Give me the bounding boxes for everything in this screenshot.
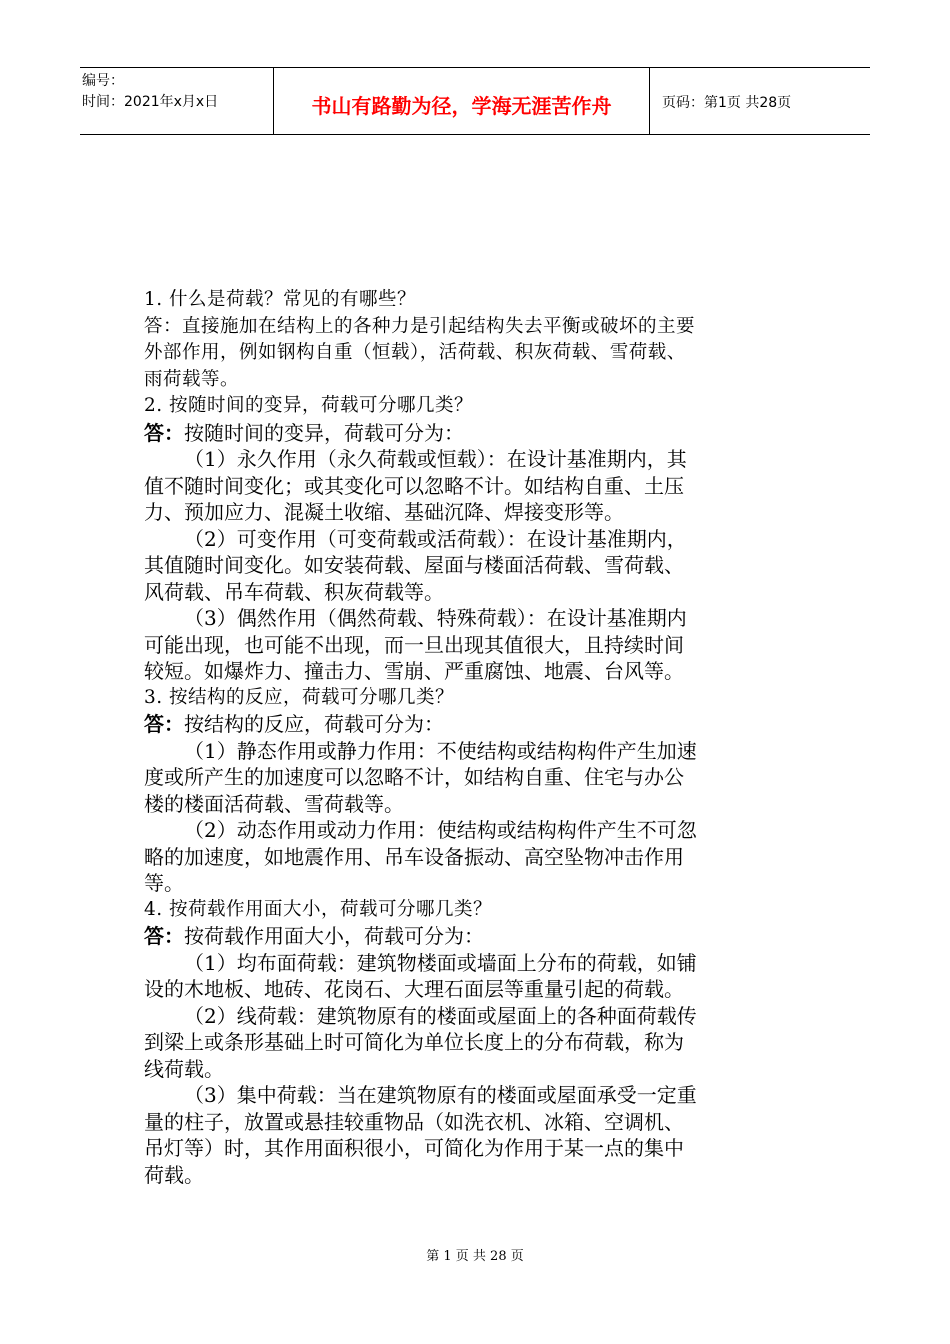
answer-3-intro	[144, 711, 812, 738]
answer-2-item-2-line-1: （2）可变作用（可变荷载或活荷载）：在设计基准期内，	[184, 526, 687, 551]
question-1: 1. 什么是荷载？常见的有哪些？	[144, 289, 417, 310]
answer-2-item-3-line-1: （3）偶然作用（偶然荷载、特殊荷载）：在设计基准期内	[184, 606, 687, 630]
answer-1-line-3: 雨荷载等。	[144, 368, 240, 390]
answer-label: 答：	[144, 924, 184, 948]
answer-2-intro	[144, 420, 812, 447]
answer-1-line-2: 外部作用，例如钢构自重（恒载），活荷载、积灰荷载、雪荷载、	[144, 342, 686, 363]
answer-4-item-1-line-1: （1）均布面荷载：建筑物楼面或墙面上分布的荷载，如铺	[184, 950, 697, 975]
answer-4-item-1-line-2: 设的木地板、地砖、花岗石、大理石面层等重量引起的荷载。	[144, 977, 684, 1001]
answer-2-intro-text: 按随时间的变异，荷载可分为：	[184, 420, 464, 445]
answer-4-item-2-line-1: （2）线荷载：建筑物原有的楼面或屋面上的各种面荷载传	[184, 1003, 697, 1028]
answer-2-item-2-line-3: 风荷载、吊车荷载、积灰荷载等。	[144, 579, 444, 604]
answer-label: 答：	[144, 712, 184, 736]
header-page-info: 页码：第1页 共28页	[662, 95, 792, 111]
document-time: 时间：2021年x月x日	[82, 94, 219, 110]
answer-4-intro	[144, 923, 812, 950]
answer-4-item-3-line-1: （3）集中荷载：当在建筑物原有的楼面或屋面承受一定重	[184, 1083, 697, 1107]
question-2: 2. 按随时间的变异，荷载可分哪几类？	[144, 395, 474, 416]
answer-4-item-3-line-3: 吊灯等）时，其作用面积很小，可简化为作用于某一点的集中	[144, 1136, 684, 1160]
answer-2-item-1-line-1: （1）永久作用（永久荷载或恒载）：在设计基准期内，其	[184, 447, 687, 471]
answer-label: 答：	[144, 420, 184, 445]
question-4: 4. 按荷载作用面大小，荷载可分哪几类？	[144, 898, 493, 920]
answer-4-item-2-line-2: 到梁上或条形基础上时可简化为单位长度上的分布荷载，称为	[144, 1030, 684, 1054]
answer-2-item-1-line-3: 力、预加应力、混凝土收缩、基础沉降、焊接变形等。	[144, 500, 624, 524]
document-code: 编号：	[82, 73, 124, 89]
answer-3-item-2-line-3: 等。	[144, 871, 184, 895]
answer-2-item-3-line-3: 较短。如爆炸力、撞击力、雪崩、严重腐蚀、地震、台风等。	[144, 659, 684, 683]
answer-2-item-1-line-2: 值不随时间变化；或其变化可以忽略不计。如结构自重、土压	[144, 473, 684, 498]
answer-3-item-1-line-3: 楼的楼面活荷载、雪荷载等。	[144, 791, 404, 816]
answer-3-item-1-line-2: 度或所产生的加速度可以忽略不计，如结构自重、住宅与办公	[144, 765, 684, 789]
answer-4-item-3-line-4: 荷载。	[144, 1162, 204, 1187]
answer-2-item-3-line-2: 可能出现，也可能不出现，而一旦出现其值很大，且持续时间	[144, 632, 684, 657]
page-footer: 第 1 页 共 28 页	[426, 1249, 524, 1264]
question-3: 3. 按结构的反应，荷载可分哪几类？	[144, 686, 455, 708]
answer-4-item-2-line-3: 线荷载。	[144, 1056, 224, 1081]
answer-3-item-1-line-1: （1）静态作用或静力作用：不使结构或结构构件产生加速	[184, 738, 697, 763]
header-motto: 书山有路勤为径，学海无涯苦作舟	[274, 68, 650, 134]
document-body	[144, 287, 812, 1188]
header-meta	[80, 68, 274, 134]
answer-3-item-2-line-1: （2）动态作用或动力作用：使结构或结构构件产生不可忽	[184, 818, 697, 842]
page-header	[80, 67, 870, 135]
answer-3-intro-text: 按结构的反应，荷载可分为：	[184, 712, 444, 736]
answer-1-line-1: 答：直接施加在结构上的各种力是引起结构失去平衡或破坏的主要	[144, 315, 696, 337]
answer-4-item-3-line-2: 量的柱子，放置或悬挂较重物品（如洗衣机、冰箱、空调机、	[144, 1109, 684, 1134]
answer-4-intro-text: 按荷载作用面大小，荷载可分为：	[184, 924, 484, 948]
answer-3-item-2-line-2: 略的加速度，如地震作用、吊车设备振动、高空坠物冲击作用	[144, 844, 684, 869]
answer-2-item-2-line-2: 其值随时间变化。如安装荷载、屋面与楼面活荷载、雪荷载、	[144, 553, 684, 577]
